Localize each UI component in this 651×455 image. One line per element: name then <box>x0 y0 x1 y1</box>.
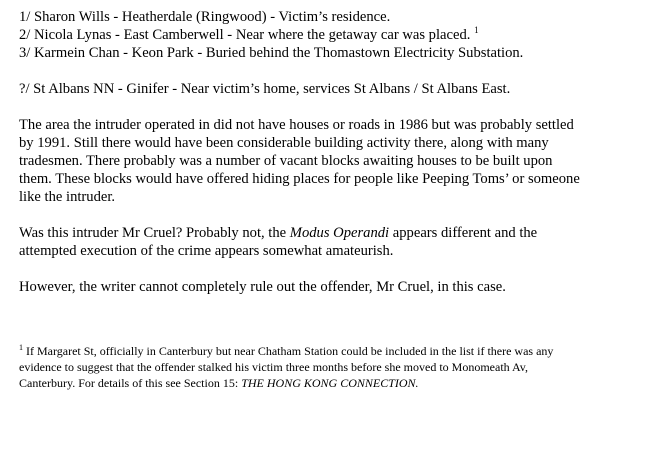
paragraph-conclusion: However, the writer cannot completely rule out the offender, Mr Cruel, in this case. <box>19 279 506 295</box>
section-title: THE HONG KONG CONNECTION. <box>241 375 419 390</box>
emphasis-modus-operandi: Modus Operandi <box>289 225 390 241</box>
footnote: $^1$ If Margaret St, officially in Canterbury but near Chatham Station could be included in the list if there was any evidence to suggest that the offender stalked his victim three months before she moved to Monomeath Av, Canterbury. For details of this see Section 15: THE HONG KONG CONNECTION. <box>19 343 554 390</box>
list-item: 3/ Karmein Chan - Keon Park - Buried behind the Thomastown Electricity Substation. <box>19 45 524 61</box>
list-item: 1/ Sharon Wills - Heatherdale (Ringwood) - Victim’s residence. <box>19 9 391 25</box>
extra-list-item: ?/ St Albans NN - Ginifer - Near victim’s home, services St Albans / St Albans East. <box>19 81 511 97</box>
footnote-mark: 1 <box>19 343 23 352</box>
victim-list <box>19 8 639 62</box>
paragraph-area-analysis: The area the intruder operated in did not have houses or roads in 1986 but was probably settled by 1991. Still there would have been considerable building activity there, along with many tradesmen. There probably was a number of vacant blocks awaiting houses to be built upon them. These blocks would have offered hiding places for people like Peeping Toms’ or someone like the intruder. <box>19 117 580 205</box>
document-body <box>19 8 639 296</box>
footnote-reference: 1 <box>474 25 479 36</box>
list-item: 2/ Nicola Lynas - East Camberwell - Near where the getaway car was placed. $^1$ <box>19 25 479 43</box>
paragraph-mr-cruel-question: Was this intruder Mr Cruel? Probably not, the Modus Operandi appears different and the attempted execution of the crime appears somewhat amateurish. <box>19 225 538 259</box>
